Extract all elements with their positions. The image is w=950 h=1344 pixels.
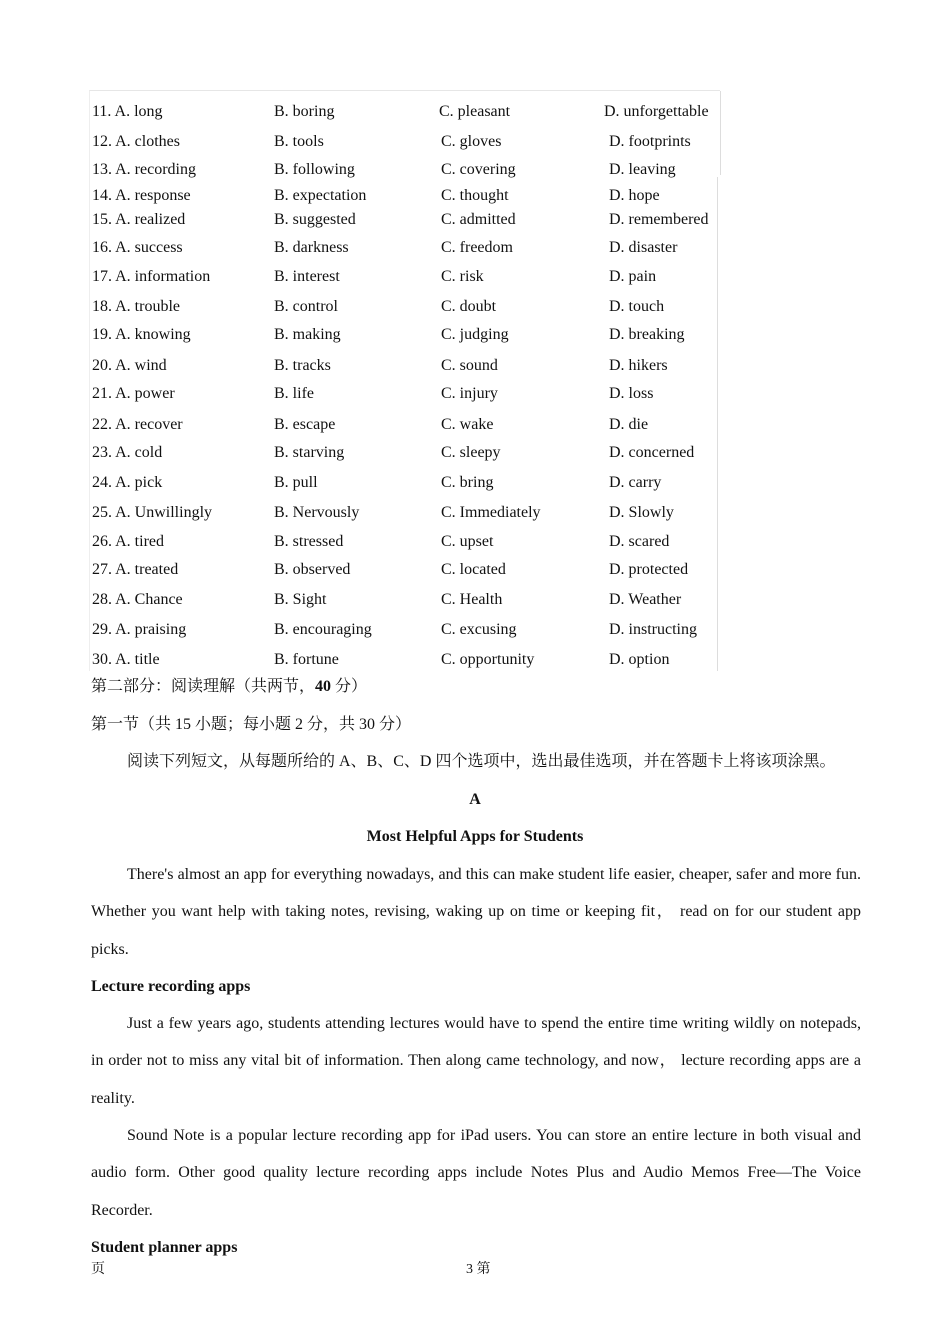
option-row [90, 619, 730, 641]
option-d: D. hope [609, 187, 660, 204]
option-d: D. die [609, 416, 649, 433]
option-row [90, 209, 730, 231]
option-row [90, 131, 730, 153]
option-d: D. Weather [609, 591, 682, 608]
option-c: C. sleepy [441, 444, 501, 461]
option-row [90, 383, 730, 405]
option-b: B. boring [274, 103, 335, 120]
option-row [90, 472, 730, 494]
option-row [90, 185, 730, 207]
option-c: C. thought [441, 187, 509, 204]
option-c: C. doubt [441, 298, 497, 315]
option-d: D. scared [609, 533, 670, 550]
option-row [90, 502, 730, 524]
soundnote-paragraph: Sound Note is a popular lecture recording app for iPad users. You can store an entire lecture in both visual and audio form. Other good quality lecture recording apps include Notes Plus and Audio Memos Free—The Voice Recorder. [91, 1127, 861, 1219]
option-a: 21. A. power [92, 385, 175, 402]
option-row [90, 649, 730, 671]
passage-label: A [469, 791, 481, 808]
option-c: C. covering [441, 161, 516, 178]
option-b: B. stressed [274, 533, 344, 550]
option-b: B. control [274, 298, 338, 315]
option-c: C. wake [441, 416, 494, 433]
option-d: D. instructing [609, 621, 697, 638]
option-b: B. interest [274, 268, 340, 285]
option-a: 20. A. wind [92, 357, 167, 374]
option-row [90, 355, 730, 377]
option-b: B. making [274, 326, 341, 343]
option-d: D. footprints [609, 133, 691, 150]
option-a: 19. A. knowing [92, 326, 191, 343]
option-d: D. pain [609, 268, 657, 285]
option-b: B. encouraging [274, 621, 372, 638]
option-d: D. disaster [609, 239, 678, 256]
option-b: B. observed [274, 561, 351, 578]
option-c: C. judging [441, 326, 509, 343]
option-a: 16. A. success [92, 239, 183, 256]
option-d: D. remembered [609, 211, 709, 228]
option-d: D. carry [609, 474, 662, 491]
option-row [90, 414, 730, 436]
option-row [90, 159, 730, 181]
option-d: D. breaking [609, 326, 685, 343]
option-row [90, 442, 730, 464]
option-d: D. concerned [609, 444, 695, 461]
option-a: 30. A. title [92, 651, 160, 668]
option-b: B. expectation [274, 187, 367, 204]
intro-paragraph: There's almost an app for everything nowadays, and this can make student life easier, cheaper, safer and more fun. Whether you want help with taking notes, revising, waking up on time or keeping fit， read on for our student app picks. [91, 866, 861, 958]
options-table [89, 90, 720, 671]
option-a: 14. A. response [92, 187, 191, 204]
option-c: C. pleasant [439, 103, 511, 120]
option-a: 11. A. long [92, 103, 163, 120]
option-c: C. freedom [441, 239, 513, 256]
option-b: B. tracks [274, 357, 331, 374]
option-a: 18. A. trouble [92, 298, 180, 315]
footer-left: 页 [91, 1262, 105, 1277]
option-b: B. darkness [274, 239, 349, 256]
part-title: 第二部分：阅读理解（共两节，40 分） [91, 678, 368, 695]
section-subtitle: 第一节（共 15 小题；每小题 2 分，共 30 分） [91, 716, 412, 733]
option-b: B. escape [274, 416, 336, 433]
option-c: C. excusing [441, 621, 517, 638]
section-heading-planner: Student planner apps [91, 1239, 238, 1256]
option-d: D. option [609, 651, 670, 668]
option-c: C. sound [441, 357, 498, 374]
option-b: B. pull [274, 474, 318, 491]
option-row [90, 589, 730, 611]
option-c: C. admitted [441, 211, 516, 228]
option-row [90, 237, 730, 259]
lecture-paragraph: Just a few years ago, students attending lectures would have to spend the entire time writing wildly on notepads, in order not to miss any vital bit of information. Then along came technology, and now， lecture recording apps are a reality. [91, 1015, 861, 1107]
option-row [90, 101, 730, 123]
option-row [90, 324, 730, 346]
option-a: 29. A. praising [92, 621, 187, 638]
option-a: 15. A. realized [92, 211, 186, 228]
option-a: 22. A. recover [92, 416, 183, 433]
option-d: D. touch [609, 298, 665, 315]
option-b: B. fortune [274, 651, 339, 668]
option-row [90, 559, 730, 581]
option-a: 28. A. Chance [92, 591, 183, 608]
passage-title: Most Helpful Apps for Students [366, 828, 584, 845]
option-b: B. following [274, 161, 355, 178]
option-c: C. risk [441, 268, 484, 285]
option-a: 26. A. tired [92, 533, 164, 550]
option-d: D. protected [609, 561, 689, 578]
page-number: 3 第 [466, 1262, 491, 1277]
option-c: C. gloves [441, 133, 502, 150]
option-a: 27. A. treated [92, 561, 179, 578]
option-b: B. tools [274, 133, 324, 150]
option-row [90, 531, 730, 553]
option-a: 24. A. pick [92, 474, 163, 491]
option-a: 17. A. information [92, 268, 211, 285]
option-c: C. bring [441, 474, 494, 491]
option-a: 13. A. recording [92, 161, 196, 178]
option-c: C. Immediately [441, 504, 541, 521]
option-row [90, 266, 730, 288]
option-d: D. loss [609, 385, 654, 402]
option-a: 25. A. Unwillingly [92, 504, 213, 521]
option-b: B. suggested [274, 211, 356, 228]
option-d: D. Slowly [609, 504, 674, 521]
option-b: B. Nervously [274, 504, 360, 521]
option-a: 12. A. clothes [92, 133, 180, 150]
option-d: D. leaving [609, 161, 676, 178]
option-b: B. Sight [274, 591, 327, 608]
option-d: D. unforgettable [604, 103, 709, 120]
section-heading-lecture: Lecture recording apps [91, 978, 251, 995]
option-c: C. Health [441, 591, 503, 608]
option-c: C. upset [441, 533, 494, 550]
option-a: 23. A. cold [92, 444, 163, 461]
option-b: B. life [274, 385, 314, 402]
option-row [90, 296, 730, 318]
option-b: B. starving [274, 444, 345, 461]
option-d: D. hikers [609, 357, 668, 374]
option-c: C. opportunity [441, 651, 535, 668]
instruction-text: 阅读下列短文，从每题所给的 A、B、C、D 四个选项中，选出最佳选项，并在答题卡上将该项涂黑。 [127, 753, 836, 770]
option-c: C. injury [441, 385, 498, 402]
option-c: C. located [441, 561, 506, 578]
